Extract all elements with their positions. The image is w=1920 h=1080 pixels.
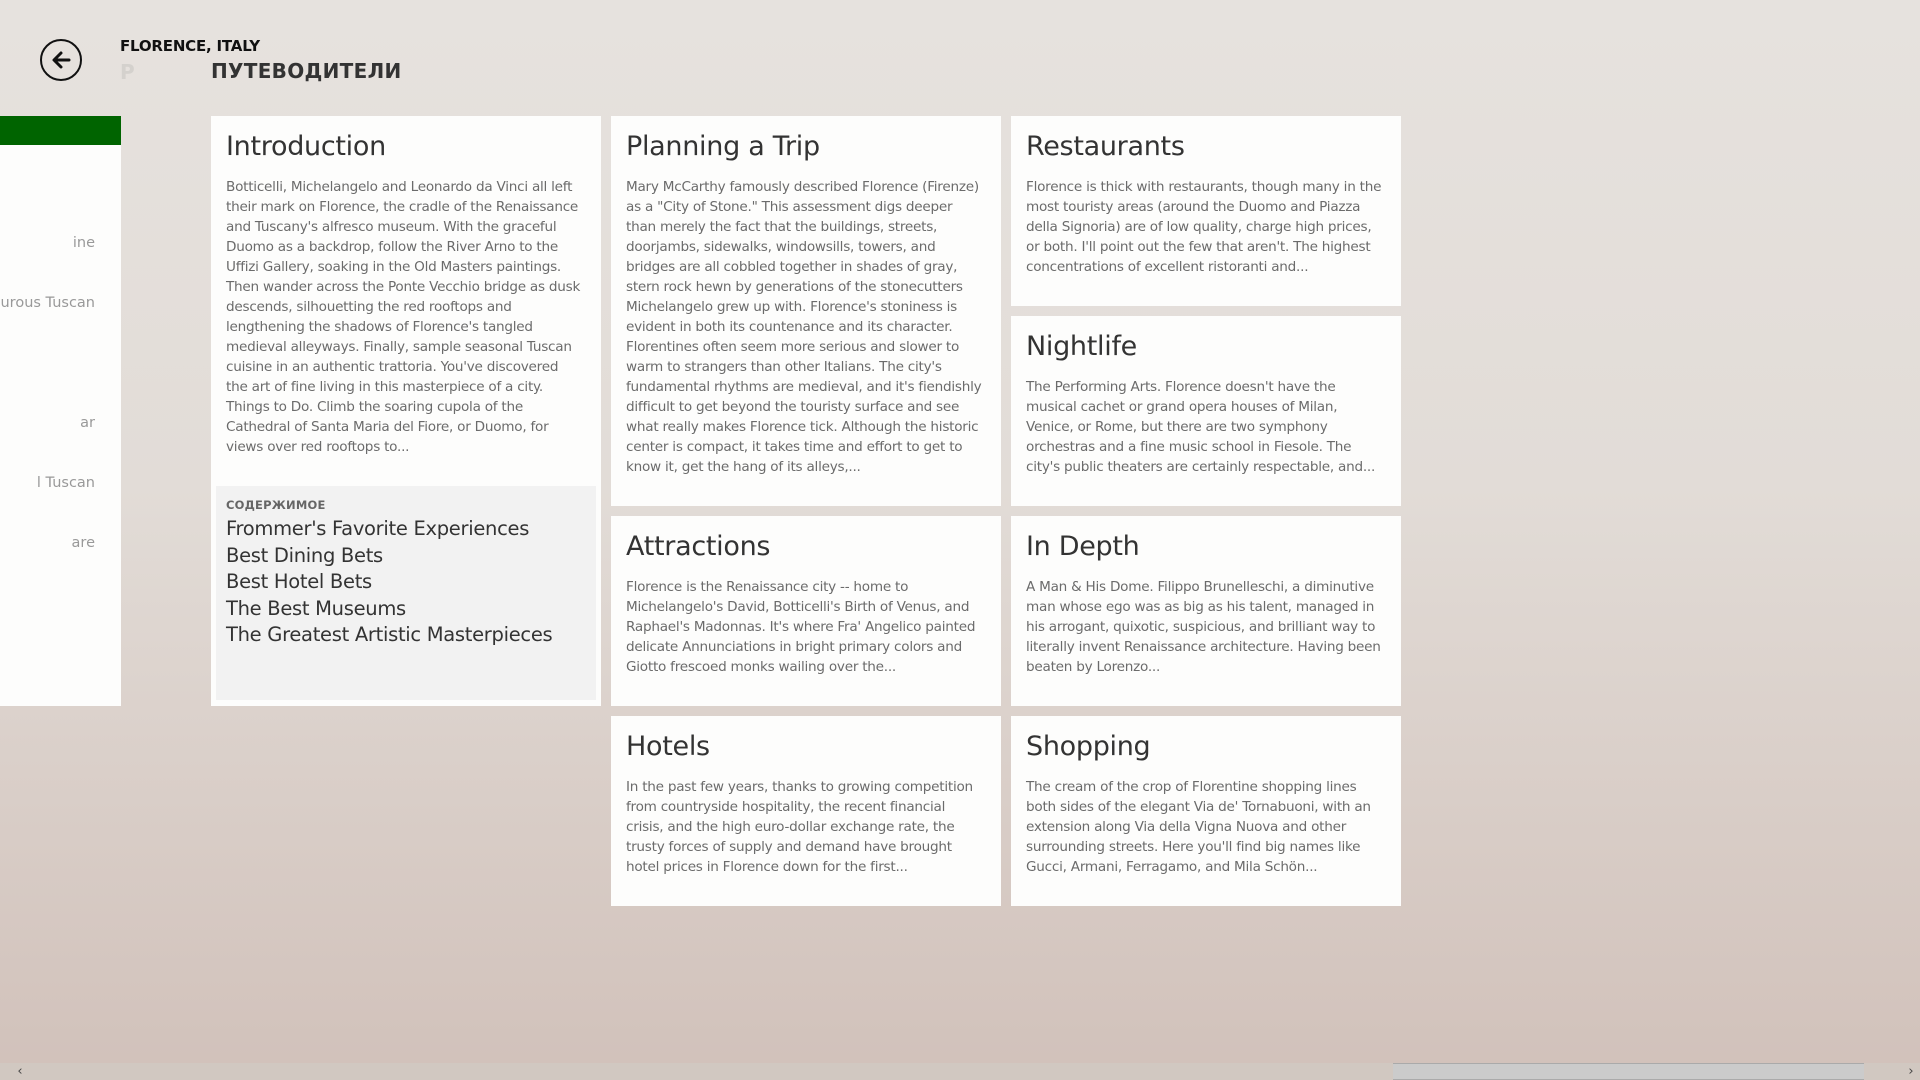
- tile-title: Planning a Trip: [626, 131, 820, 162]
- contents-item[interactable]: The Greatest Artistic Masterpieces: [226, 623, 553, 646]
- tile-text: In the past few years, thanks to growing competition from countryside hospitality, the recent financial crisis, and the high euro-dollar exchange rate, the trusty forces of supply and demand have brought hotel prices in Florence down for the first...: [626, 779, 973, 875]
- tile-text: Florence is the Renaissance city -- home to Michelangelo's David, Botticelli's Birth of Venus, and Raphael's Madonnas. It's where Fra' Angelico painted delicate Annunciations in bright primary colors and Giotto frescoed monks wailing over the...: [626, 579, 976, 675]
- contents-label: СОДЕРЖИМОЕ: [226, 498, 326, 512]
- tile-text: The Performing Arts. Florence doesn't have the musical cachet or grand opera houses of Milan, Venice, or Rome, but there are two symphony orchestras and a fine music school in Fiesole. The city's public theaters are certainly respectable, and...: [1026, 379, 1376, 475]
- left-section-panel[interactable]: [0, 116, 121, 706]
- tile-text: A Man & His Dome. Filippo Brunelleschi, a diminutive man whose ego was as big as his talent, managed in his arrogant, quixotic, suspicious, and brilliant way to literally invent Renaissance architecture. Having been beaten by Lorenzo...: [1026, 579, 1381, 675]
- contents-item[interactable]: Frommer's Favorite Experiences: [226, 517, 530, 540]
- tile-title: In Depth: [1026, 531, 1140, 562]
- tile-title: Nightlife: [1026, 331, 1137, 362]
- tile-text: The cream of the crop of Florentine shopping lines both sides of the elegant Via de' Tornabuoni, with an extension along Via della Vigna Nuova and other surrounding streets. Here you'll find big names like Gucci, Armani, Ferragamo, and Mila Schön...: [1026, 779, 1371, 875]
- tile-nightlife[interactable]: [1011, 316, 1401, 506]
- breadcrumb-subtitle: FLORENCE, ITALY: [120, 37, 260, 55]
- contents-item[interactable]: Best Dining Bets: [226, 543, 383, 567]
- tile-text: Mary McCarthy famously described Florence (Firenze) as a "City of Stone." This assessment digs deeper than merely the fact that the buildings, streets, doorjambs, sidewalks, windowsills, towers, and bridges are all cobbled together in shades of gray, stern rock hewn by generations of the stonecutters Michelangelo grew up with. Florence's stoniness is evident in both its countenance and its character. Florentines often seem more serious and slower to warm to strangers than other Italians. The city's fundamental rhythms are medieval, and it's fiendishly difficult to get beyond the touristy surface and see what really makes Florence tick. Although the historic center is compact, it takes time and effort to get to know it, get the hang of its alleys,...: [626, 179, 982, 475]
- left-list-item[interactable]: urous Tuscan: [0, 295, 95, 311]
- tile-title: Restaurants: [1026, 131, 1185, 162]
- left-list-item[interactable]: l Tuscan: [36, 475, 95, 491]
- tile-in-depth[interactable]: [1011, 516, 1401, 706]
- tile-introduction[interactable]: [211, 116, 601, 706]
- scrollbar-thumb[interactable]: [1393, 1063, 1864, 1080]
- left-list-item[interactable]: are: [71, 535, 95, 551]
- ghost-title-fragment: P: [120, 60, 135, 84]
- tile-planning-a-trip[interactable]: [611, 116, 1001, 506]
- scroll-right-icon[interactable]: ›: [1908, 1064, 1914, 1079]
- contents-list: [226, 516, 552, 649]
- tile-title: Hotels: [626, 731, 710, 762]
- left-list-item[interactable]: ine: [72, 235, 95, 251]
- contents-item[interactable]: The Best Museums: [226, 596, 406, 620]
- tile-attractions[interactable]: [611, 516, 1001, 706]
- tile-title: Introduction: [226, 131, 386, 162]
- contents-item[interactable]: Best Hotel Bets: [226, 570, 372, 593]
- accent-bar: [0, 116, 121, 145]
- page-title: ПУТЕВОДИТЕЛИ: [211, 59, 402, 83]
- arrow-left-icon: [49, 48, 73, 72]
- tile-restaurants[interactable]: [1011, 116, 1401, 306]
- horizontal-scrollbar[interactable]: [0, 1063, 1920, 1080]
- tile-hotels[interactable]: [611, 716, 1001, 906]
- tile-title: Attractions: [626, 531, 771, 562]
- tile-shopping[interactable]: [1011, 716, 1401, 906]
- back-button[interactable]: [40, 39, 82, 81]
- tile-text: Florence is thick with restaurants, though many in the most touristy areas (around the Duomo and Piazza della Signoria) are of low quality, charge high prices, or both. I'll point out the few that aren't. The highest concentrations of excellent ristoranti and...: [1026, 179, 1382, 275]
- left-list-item[interactable]: ar: [80, 415, 95, 431]
- tile-text: Botticelli, Michelangelo and Leonardo da Vinci all left their mark on Florence, the cradle of the Renaissance and Tuscany's alfresco museum. With the graceful Duomo as a backdrop, follow the River Arno to the Uffizi Gallery, soaking in the Old Masters paintings. Then wander across the Ponte Vecchio bridge as dusk descends, silhouetting the red rooftops and lengthening the shadows of Florence's tangled medieval alleyways. Finally, sample seasonal Tuscan cuisine in an authentic trattoria. You've discovered the art of fine living in this masterpiece of a city. Things to Do. Climb the soaring cupola of the Cathedral of Santa Maria del Fiore, or Duomo, for views over red rooftops to...: [226, 179, 581, 455]
- contents-panel: [216, 486, 596, 700]
- tile-title: Shopping: [1026, 731, 1151, 762]
- scroll-left-icon[interactable]: ‹: [17, 1064, 23, 1079]
